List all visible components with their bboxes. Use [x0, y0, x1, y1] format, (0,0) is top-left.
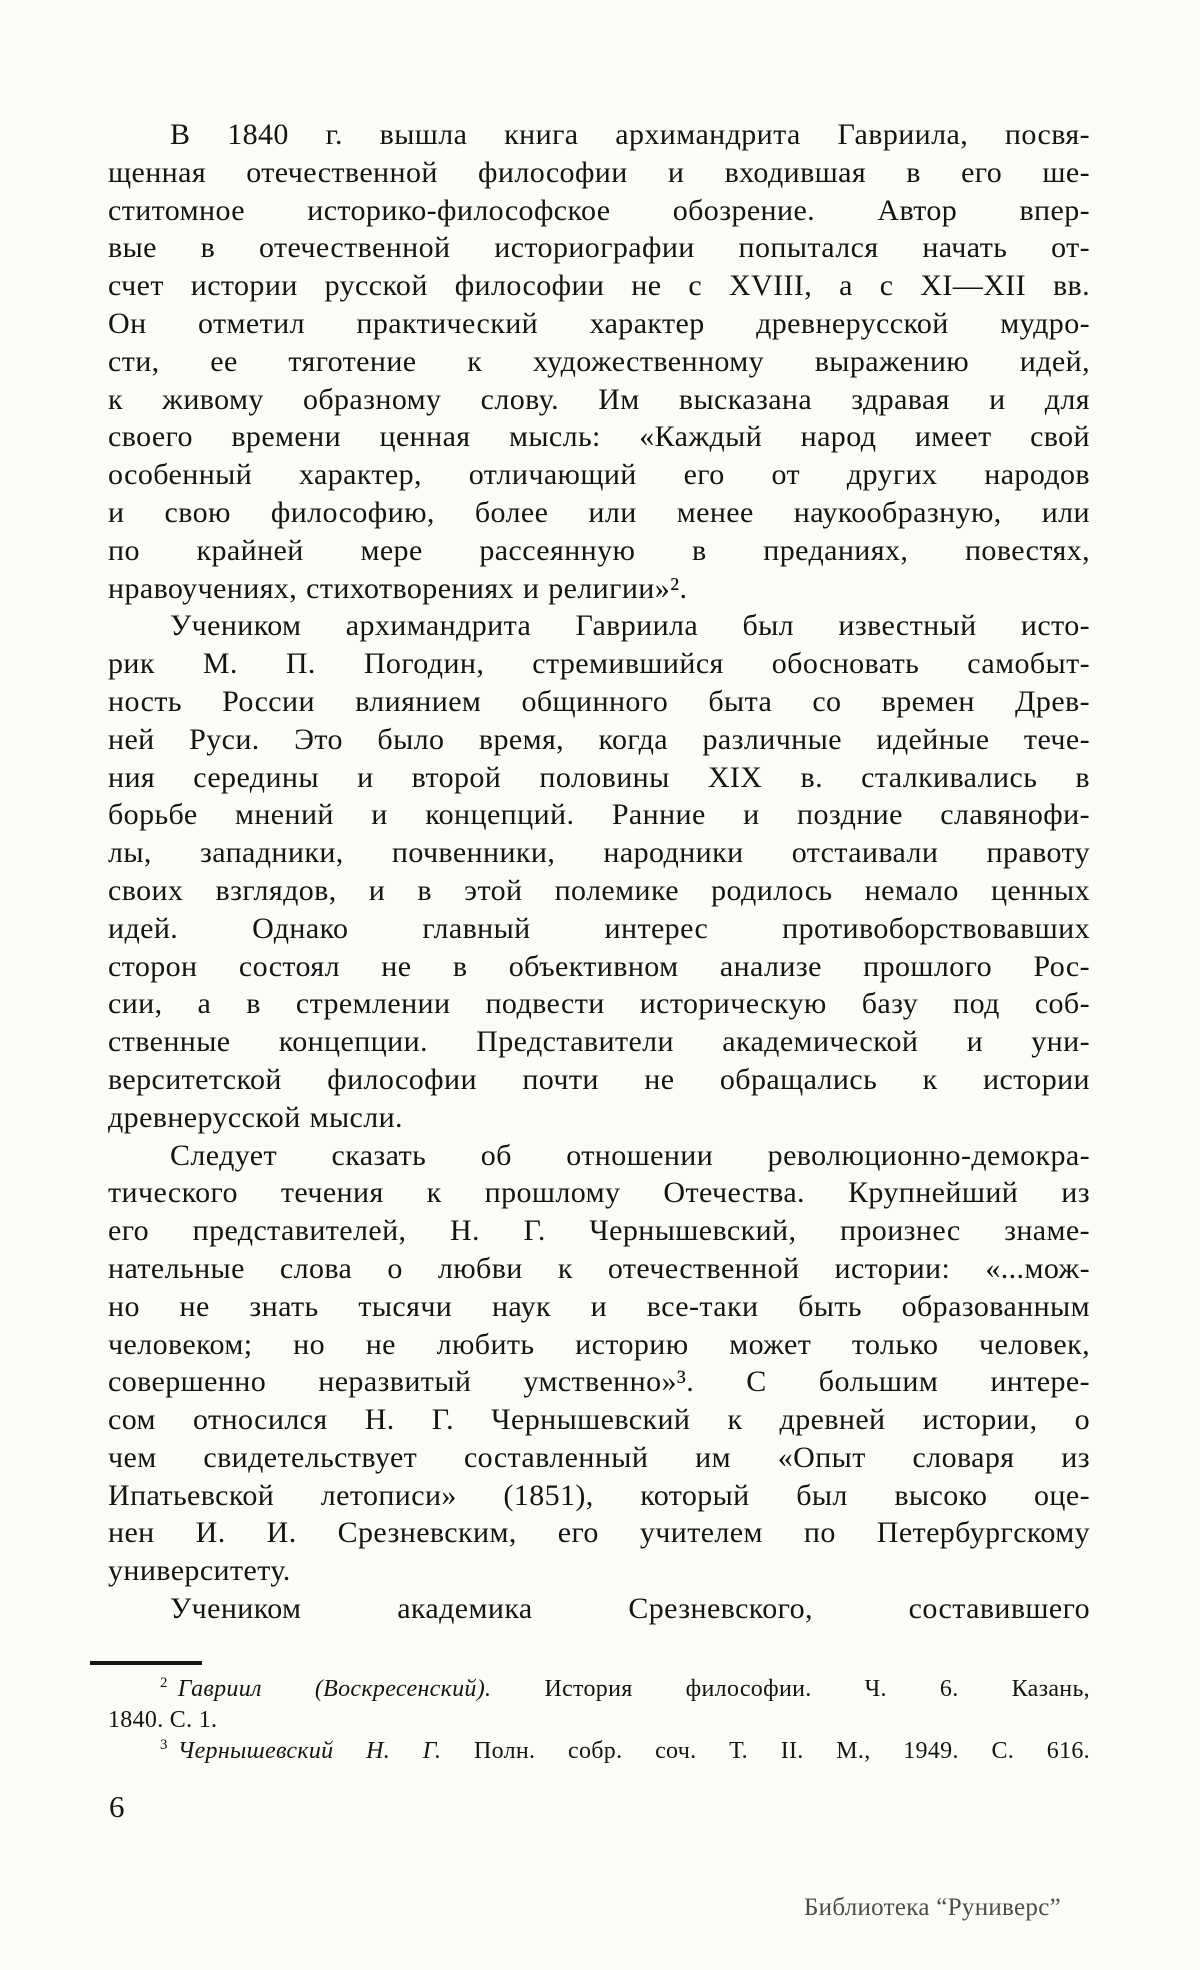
text-line: ней Руси. Это было время, когда различные идейные тече- — [108, 722, 1090, 756]
text-line: своих взглядов, и в этой полемике родилось немало ценных — [108, 873, 1090, 907]
text-line: ность России влиянием общинного быта со времен Древ- — [108, 684, 1090, 718]
footnote-3-marker: 3 — [160, 1737, 168, 1753]
text-line: совершенно неразвитый умственно»³. С большим интере- — [108, 1365, 1090, 1399]
footnote-separator-rule — [90, 1661, 202, 1665]
text-line: счет истории русской философии не с XVIII, а с XI—XII вв. — [108, 269, 1090, 303]
text-line: верситетской философии почти не обращались к истории — [108, 1062, 1090, 1096]
text-line: нательные слова о любви к отечественной истории: «...мож- — [108, 1251, 1090, 1285]
text-line: сти, ее тяготение к художественному выражению идей, — [108, 344, 1090, 378]
paragraph-4 — [108, 1590, 1090, 1628]
main-text — [108, 116, 1090, 1628]
text-line: В 1840 г. вышла книга архимандрита Гавриила, посвя- — [170, 118, 1090, 151]
text-line: университету. — [108, 1554, 291, 1588]
text-line: но не знать тысячи наук и все-таки быть образованным — [108, 1289, 1090, 1323]
text-line: своего времени ценная мысль: «Каждый народ имеет свой — [108, 420, 1090, 454]
text-line: к живому образному слову. Им высказана здравая и для — [108, 382, 1090, 416]
library-watermark: Библиотека “Руниверс” — [804, 1894, 1061, 1921]
text-line: ния середины и второй половины XIX в. сталкивались в — [108, 760, 1090, 794]
paragraph-2 — [108, 607, 1090, 1136]
footnote-2-author: Гавриил (Воскресенский). — [177, 1676, 492, 1702]
text-line: идей. Однако главный интерес противоборствовавших — [108, 911, 1090, 945]
footnote-3-text: Полн. собр. соч. Т. II. М., 1949. С. 616. — [473, 1738, 1090, 1764]
footnote-2-text: История философии. Ч. 6. Казань, — [544, 1676, 1090, 1702]
text-line: Учеником академика Срезневского, составившего — [170, 1592, 1090, 1626]
paragraph-3 — [108, 1137, 1090, 1591]
text-line: нравоучениях, стихотворениях и религии»². — [108, 571, 688, 605]
text-line: вые в отечественной историографии попытался начать от- — [108, 231, 1090, 265]
text-line: человеком; но не любить историю может только человек, — [108, 1327, 1090, 1361]
footnote-3 — [108, 1736, 1090, 1767]
text-line: сом относился Н. Г. Чернышевский к древней истории, о — [108, 1403, 1090, 1437]
text-line: борьбе мнений и концепций. Ранние и поздние славянофи- — [108, 798, 1090, 832]
text-line: щенная отечественной философии и входившая в его ше- — [108, 155, 1090, 189]
text-line: лы, западники, почвенники, народники отстаивали правоту — [108, 836, 1090, 870]
text-line: по крайней мере рассеянную в преданиях, повестях, — [108, 533, 1090, 567]
text-line: древнерусской мысли. — [108, 1100, 403, 1134]
text-line: чем свидетельствует составленный им «Опыт словаря из — [108, 1440, 1090, 1474]
footnotes — [108, 1674, 1090, 1767]
text-line: особенный характер, отличающий его от других народов — [108, 458, 1090, 492]
text-line: Учеником архимандрита Гавриила был известный исто- — [170, 609, 1090, 643]
text-line: сторон состоял не в объективном анализе прошлого Рос- — [108, 949, 1090, 983]
text-line: ститомное историко-философское обозрение. Автор впер- — [108, 193, 1090, 227]
footnote-3-author: Чернышевский Н. Г. — [177, 1738, 442, 1764]
footnote-2-marker: 2 — [160, 1675, 168, 1691]
text-line: тического течения к прошлому Отечества. Крупнейший из — [108, 1176, 1090, 1210]
text-line: сии, а в стремлении подвести историческую базу под соб- — [108, 987, 1090, 1021]
text-line: и свою философию, более или менее наукообразную, или — [108, 495, 1090, 529]
footnote-2 — [108, 1674, 1090, 1705]
footnote-2-continuation: 1840. С. 1. — [108, 1707, 218, 1733]
text-line: рик М. П. Погодин, стремившийся обосновать самобыт- — [108, 647, 1090, 681]
text-line: нен И. И. Срезневским, его учителем по Петербургскому — [108, 1516, 1090, 1550]
text-line: Следует сказать об отношении революционно-демокра- — [170, 1138, 1090, 1172]
text-line: Он отметил практический характер древнерусской мудро- — [108, 306, 1090, 340]
text-line: Ипатьевской летописи» (1851), который был высоко оце- — [108, 1478, 1090, 1512]
page-number: 6 — [109, 1789, 125, 1824]
text-line: его представителей, Н. Г. Чернышевский, произнес знаме- — [108, 1214, 1090, 1248]
text-line: ственные концепции. Представители академической и уни- — [108, 1025, 1090, 1059]
paragraph-1 — [108, 116, 1090, 607]
